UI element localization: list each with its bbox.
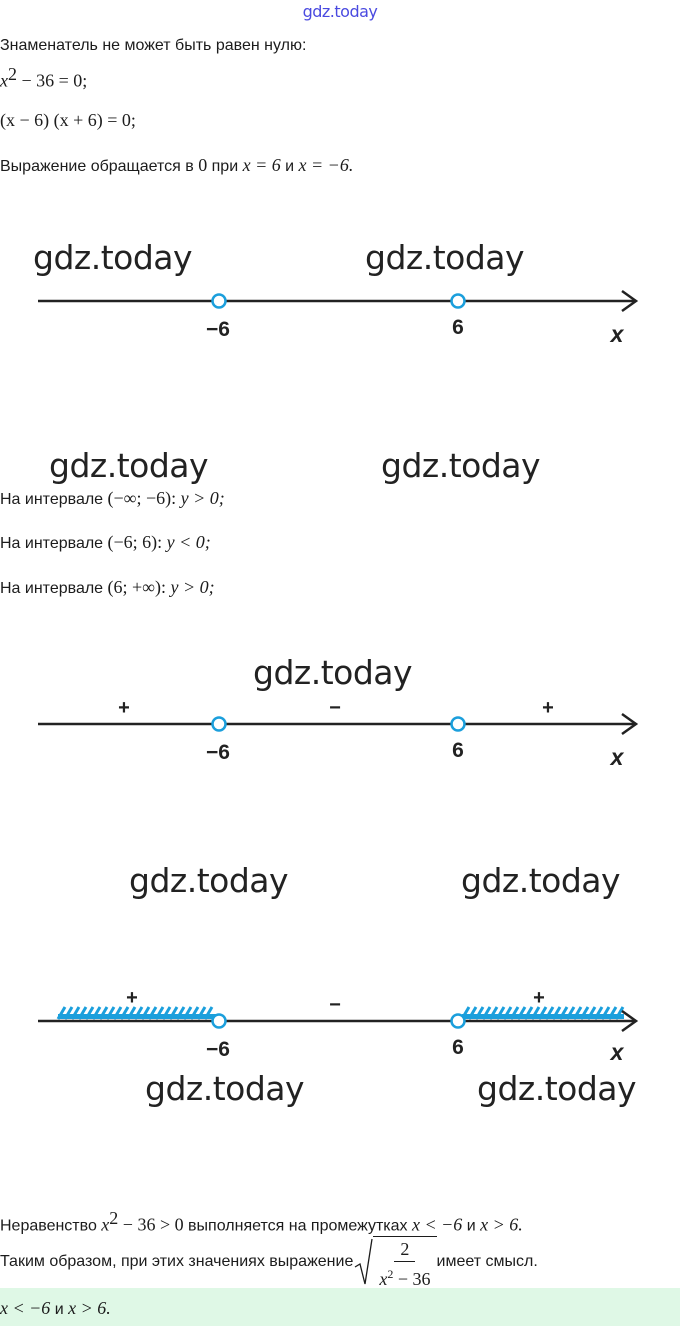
axis-label-x: x [610,744,624,770]
fraction [373,1236,436,1289]
interval-3-sign: y > 0; [166,577,215,597]
equation-2 [0,110,136,132]
hatch-band [462,1014,624,1019]
answer [0,1298,111,1320]
root-neg: x = −6. [298,155,354,175]
den-power: 2 [387,1266,394,1281]
final-tail: имеет смысл. [436,1253,538,1270]
eq2-text: (x − 6) (x + 6) = 0; [0,110,136,130]
sign-minus-middle: − [329,994,341,1016]
final-lead: Таким образом, при этих значениях выражение [0,1253,354,1270]
answer-range-1: x < −6 [0,1298,51,1318]
number-line-3 [0,982,680,1064]
open-point-6 [452,1015,465,1028]
watermark: gdz.today [461,861,621,900]
interval-1-range: (−∞; −6): [107,488,177,508]
fraction-numerator: 2 [394,1239,415,1262]
label-6: 6 [452,739,464,762]
label-6: 6 [452,316,464,339]
interval-3-range: (6; +∞): [107,577,166,597]
open-point-neg6 [213,295,226,308]
watermark: gdz.today [381,446,541,485]
number-line-1 [0,280,680,350]
open-point-6 [452,295,465,308]
eq1-power: 2 [8,64,17,84]
interval-2-range: (−6; 6): [107,532,163,552]
text-expression-meaning [0,1236,538,1288]
axis-label-x: x [610,321,624,347]
open-point-6 [452,718,465,731]
text-inequality-holds [0,1208,523,1236]
watermark: gdz.today [253,653,413,692]
watermark: gdz.today [145,1069,305,1108]
text-denominator-not-zero: Знаменатель не может быть равен нулю: [0,37,307,54]
den-x: x [379,1268,388,1289]
sign-plus-left: + [118,697,130,719]
concl-range-2: x > 6. [480,1214,523,1235]
interval-3 [0,577,215,599]
concl-and: и [462,1217,481,1235]
sign-plus-right: + [533,987,545,1009]
zero-value: 0 [198,155,208,175]
watermark: gdz.today [365,238,525,277]
label-6: 6 [452,1036,464,1059]
interval-prefix: На интервале [0,580,108,597]
watermark: gdz.today [477,1069,637,1108]
radical-sign-icon [353,1237,373,1287]
watermark: gdz.today [49,446,209,485]
eq1-rest: − 36 = 0; [17,70,88,91]
number-line-2 [0,690,680,775]
den-rest: − 36 [393,1268,431,1289]
answer-and: и [50,1301,69,1318]
concl-mid: выполняется на промежутках [183,1217,412,1235]
axis-label-x: x [610,1039,624,1064]
sign-minus-middle: − [329,697,341,719]
sign-plus-left: + [126,987,138,1009]
concl-range-1: x < −6 [412,1214,463,1235]
watermark: gdz.today [33,238,193,277]
open-point-neg6 [213,1015,226,1028]
text-zero-points [0,155,353,177]
label-neg6: −6 [206,1038,230,1061]
sign-plus-right: + [542,697,554,719]
zero-points-lead: Выражение обращается в [0,158,199,175]
fraction-denominator [373,1262,436,1289]
interval-1-sign: y > 0; [176,488,225,508]
zero-points-and: и [280,158,299,175]
concl-ineq: − 36 > 0 [118,1214,184,1235]
eq1-x: x [0,70,8,91]
root-pos: x = 6 [242,155,281,175]
hatch-band [58,1014,216,1019]
open-point-neg6 [213,718,226,731]
interval-2-sign: y < 0; [162,532,211,552]
answer-range-2: x > 6. [68,1298,111,1318]
interval-prefix: На интервале [0,535,108,552]
concl-lead: Неравенство [0,1217,102,1235]
concl-power: 2 [109,1208,119,1228]
interval-1 [0,488,225,510]
concl-x: x [101,1214,110,1235]
interval-prefix: На интервале [0,491,108,508]
watermark: gdz.today [129,861,289,900]
sqrt-expression [353,1236,436,1289]
top-watermark: gdz.today [302,2,378,21]
label-neg6: −6 [206,741,230,764]
equation-1 [0,64,87,92]
zero-points-at: при [207,158,243,175]
label-neg6: −6 [206,318,230,341]
interval-2 [0,532,211,554]
